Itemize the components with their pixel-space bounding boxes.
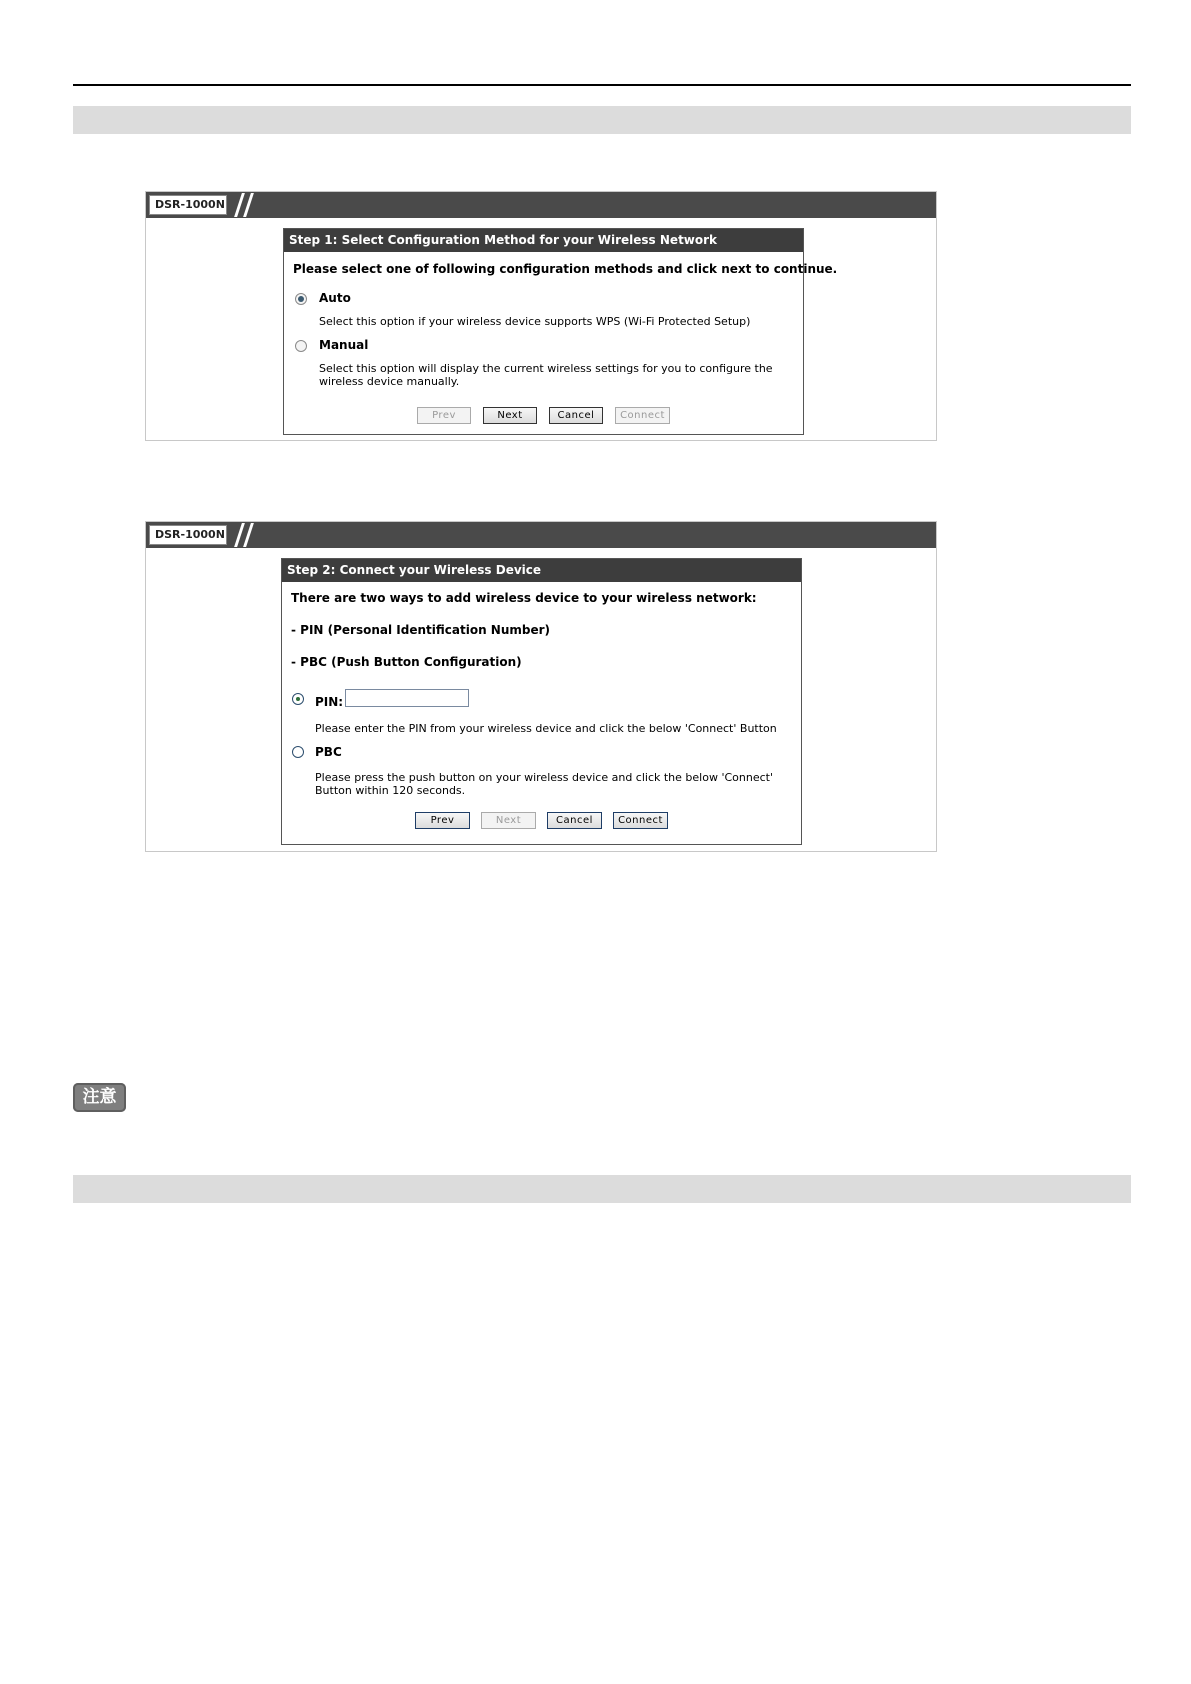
note-icon: 注意	[73, 1083, 126, 1112]
next-button[interactable]: Next	[483, 407, 537, 424]
pbc-description: Please press the push button on your wireless device and click the below 'Connect' Button within 120 seconds.	[315, 771, 773, 797]
model-label: DSR-1000N	[149, 525, 227, 545]
manual-description: Select this option will display the current wireless settings for you to configure the wireless device manually.	[319, 362, 773, 388]
model-label: DSR-1000N	[149, 195, 227, 215]
pin-way-text: - PIN (Personal Identification Number)	[291, 623, 551, 637]
next-button[interactable]: Next	[481, 812, 536, 829]
wps-step1-screenshot	[145, 191, 937, 441]
pin-radio[interactable]	[292, 693, 304, 705]
router-header-bar	[146, 522, 936, 548]
prev-button[interactable]: Prev	[417, 407, 471, 424]
step2-intro: There are two ways to add wireless device to your wireless network:	[291, 591, 757, 605]
prev-button[interactable]: Prev	[415, 812, 470, 829]
pbc-label: PBC	[315, 745, 342, 759]
pin-input[interactable]	[345, 689, 469, 707]
header-slash	[243, 523, 254, 547]
router-header-bar	[146, 192, 936, 218]
connect-button[interactable]: Connect	[615, 407, 670, 424]
cancel-button[interactable]: Cancel	[549, 407, 603, 424]
auto-label: Auto	[319, 291, 351, 305]
section-header-band	[73, 106, 1131, 134]
cancel-button[interactable]: Cancel	[547, 812, 602, 829]
section-header-band	[73, 1175, 1131, 1203]
step1-panel	[283, 228, 838, 435]
manual-radio[interactable]	[295, 340, 307, 352]
connect-button[interactable]: Connect	[613, 812, 668, 829]
page-top-rule	[73, 84, 1131, 86]
step2-panel	[281, 558, 802, 845]
pbc-way-text: - PBC (Push Button Configuration)	[291, 655, 522, 669]
auto-description: Select this option if your wireless device supports WPS (Wi-Fi Protected Setup)	[319, 315, 751, 328]
step1-title: Step 1: Select Configuration Method for your Wireless Network	[284, 229, 803, 252]
wps-step2-screenshot	[145, 521, 937, 852]
step1-intro: Please select one of following configuration methods and click next to continue.	[293, 262, 838, 276]
pin-label: PIN:	[315, 695, 344, 709]
manual-label: Manual	[319, 338, 369, 352]
auto-radio[interactable]	[295, 293, 307, 305]
pbc-radio[interactable]	[292, 746, 304, 758]
pin-description: Please enter the PIN from your wireless device and click the below 'Connect' Button	[315, 722, 777, 735]
step2-title: Step 2: Connect your Wireless Device	[282, 559, 801, 582]
header-slash	[243, 193, 254, 217]
